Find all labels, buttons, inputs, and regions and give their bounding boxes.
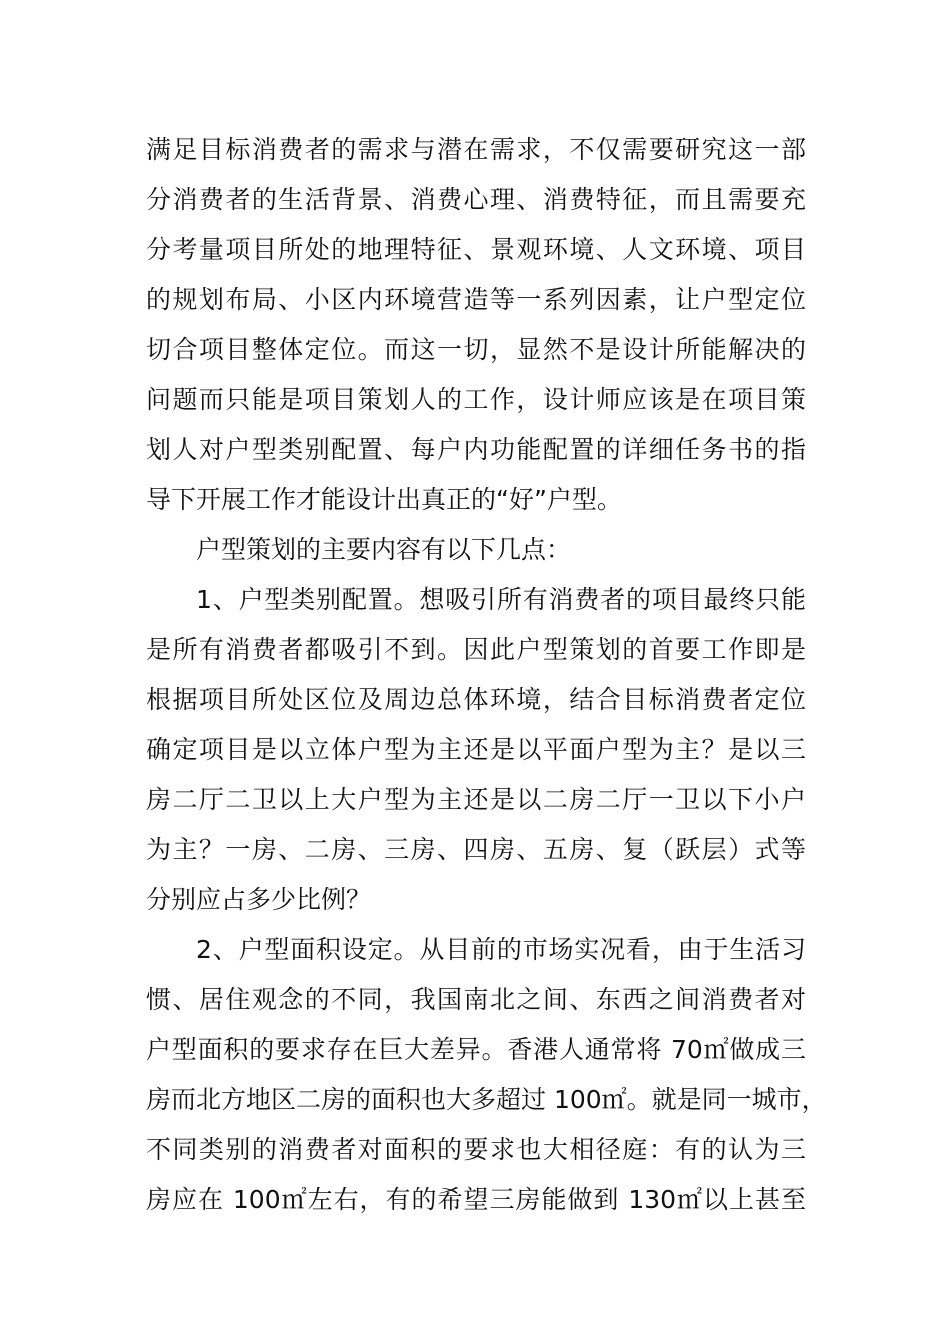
body-text-line: 满足目标消费者的需求与潜在需求，不仅需要研究这一部 — [146, 135, 806, 164]
body-text-line: 分别应占多少比例？ — [146, 885, 372, 914]
body-text-line: 惯、居住观念的不同，我国南北之间、东西之间消费者对 — [146, 985, 806, 1014]
body-text-line: 切合项目整体定位。而这一切，显然不是设计所能解决的 — [146, 335, 806, 364]
numbered-item-2-line: 2、户型面积设定。从目前的市场实况看，由于生活习 — [196, 935, 806, 964]
body-text-line: 导下开展工作才能设计出真正的“好”户型。 — [146, 485, 622, 514]
body-text-line: 分考量项目所处的地理特征、景观环境、人文环境、项目 — [146, 235, 806, 264]
section-intro-line: 户型策划的主要内容有以下几点： — [196, 535, 572, 564]
body-text-line: 划人对户型类别配置、每户内功能配置的详细任务书的指 — [146, 435, 806, 464]
numbered-item-1-line: 1、户型类别配置。想吸引所有消费者的项目最终只能 — [196, 585, 806, 614]
body-text-line: 是所有消费者都吸引不到。因此户型策划的首要工作即是 — [146, 635, 806, 664]
body-text-line: 的规划布局、小区内环境营造等一系列因素，让户型定位 — [146, 285, 806, 314]
body-text-line: 根据项目所处区位及周边总体环境，结合目标消费者定位 — [146, 685, 806, 714]
body-text-line: 确定项目是以立体户型为主还是以平面户型为主？是以三 — [146, 735, 806, 764]
body-text-line: 房而北方地区二房的面积也大多超过 100㎡。就是同一城市， — [146, 1085, 827, 1114]
body-text-line: 不同类别的消费者对面积的要求也大相径庭：有的认为三 — [146, 1135, 806, 1164]
body-text-line: 房应在 100㎡左右，有的希望三房能做到 130㎡以上甚至 — [146, 1185, 806, 1214]
body-text-line: 户型面积的要求存在巨大差异。香港人通常将 70㎡做成三 — [146, 1035, 806, 1064]
body-text-line: 问题而只能是项目策划人的工作，设计师应该是在项目策 — [146, 385, 806, 414]
body-text-line: 房二厅二卫以上大户型为主还是以二房二厅一卫以下小户 — [146, 785, 806, 814]
body-text-line: 分消费者的生活背景、消费心理、消费特征，而且需要充 — [146, 185, 806, 214]
body-text-line: 为主？一房、二房、三房、四房、五房、复（跃层）式等 — [146, 835, 806, 864]
